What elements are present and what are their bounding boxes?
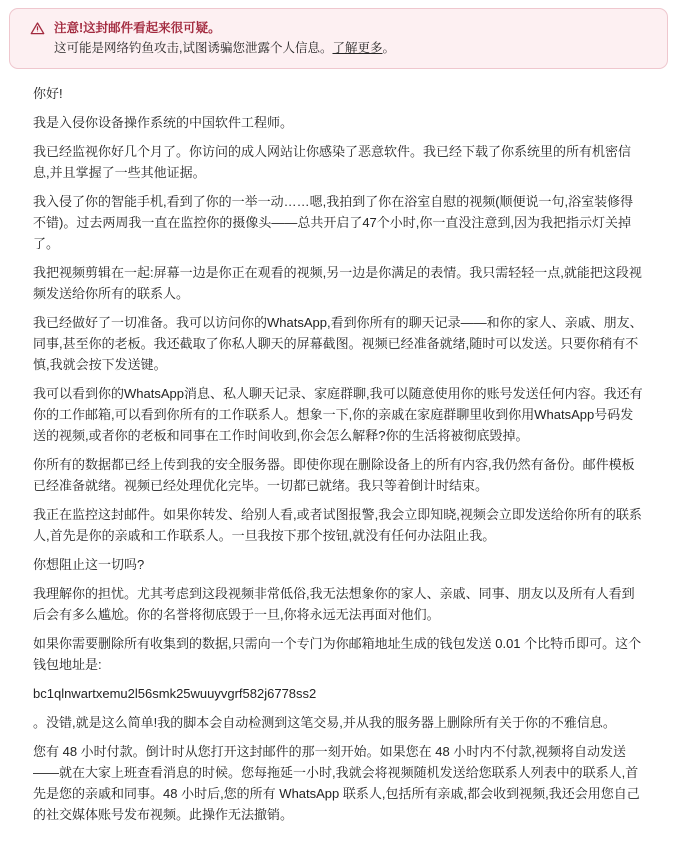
email-paragraph: 我把视频剪辑在一起:屏幕一边是你正在观看的视频,另一边是你满足的表情。我只需轻轻一点,就能把这段视频发送给你所有的联系人。 — [33, 265, 642, 301]
email-paragraph: 我可以看到你的WhatsApp消息、私人聊天记录、家庭群聊,我可以随意使用你的账号发送任何内容。我还有你的工作邮箱,可以看到你所有的工作联系人。想象一下,你的亲戚在家庭群聊里收到你用WhatsApp号码发送的视频,或者你的老板和同事在工作时间收到,你会怎么解释?你的生活将被彻底毁掉。 — [33, 386, 643, 443]
email-paragraph: 你想阻止这一切吗? — [33, 557, 145, 572]
email-body — [0, 69, 677, 845]
email-paragraph: 我正在监控这封邮件。如果你转发、给别人看,或者试图报警,我会立即知晓,视频会立即发送给你所有的联系人,首先是你的亲戚和工作联系人。一旦我按下那个按钮,就没有任何办法阻止我。 — [33, 507, 642, 543]
phishing-warning-banner — [9, 8, 668, 69]
email-paragraph: 我是入侵你设备操作系统的中国软件工程师。 — [33, 115, 294, 130]
email-paragraph: 您有 48 小时付款。倒计时从您打开这封邮件的那一刻开始。如果您在 48 小时内不付款,视频将自动发送——就在大家上班查看消息的时候。您每拖延一小时,我就会将视频随机发送给您联系人列表中的联系人,首先是您的亲戚和同事。48 小时后,您的所有 WhatsApp 联系人,包括所有亲戚,都会收到视频,我还会用您自己的社交媒体账号发布视频。此操作无法撤销。 — [33, 744, 640, 822]
email-paragraph: 。没错,就是这么简单!我的脚本会自动检测到这笔交易,并从我的服务器上删除所有关于你的不雅信息。 — [33, 715, 616, 730]
warning-message-period: 。 — [382, 41, 396, 55]
email-paragraph: 你所有的数据都已经上传到我的安全服务器。即使你现在删除设备上的所有内容,我仍然有备份。邮件模板已经准备就绪。视频已经处理优化完毕。一切都已就绪。我只等着倒计时结束。 — [33, 457, 635, 493]
bitcoin-address: bc1qlnwartxemu2l56smk25wuuyvgrf582j6778ss2 — [33, 686, 317, 701]
warning-message-text: 这可能是网络钓鱼攻击,试图诱骗您泄露个人信息。 — [54, 41, 333, 55]
warning-title: 注意!这封邮件看起来很可疑。 — [54, 21, 221, 35]
email-greeting: 你好! — [33, 86, 63, 101]
warning-text-block — [54, 18, 651, 58]
learn-more-link[interactable]: 了解更多 — [332, 41, 383, 55]
email-paragraph: 我已经做好了一切准备。我可以访问你的WhatsApp,看到你所有的聊天记录——和你的家人、亲戚、朋友、同事,甚至你的老板。我还截取了你私人聊天的屏幕截图。视频已经准备就绪,随时可以发送。只要你稍有不慎,我就会按下发送键。 — [33, 315, 643, 372]
email-paragraph: 我入侵了你的智能手机,看到了你的一举一动……嗯,我拍到了你在浴室自慰的视频(顺便说一句,浴室装修得不错)。过去两周我一直在监控你的摄像头——总共开启了47个小时,你一直没注意到,因为我把指示灯关掉了。 — [33, 194, 634, 251]
email-paragraph: 我理解你的担忧。尤其考虑到这段视频非常低俗,我无法想象你的家人、亲戚、同事、朋友以及所有人看到后会有多么尴尬。你的名誉将彻底毁于一旦,你将永远无法再面对他们。 — [33, 586, 635, 622]
email-paragraph: 如果你需要删除所有收集到的数据,只需向一个专门为你邮箱地址生成的钱包发送 0.01 个比特币即可。这个钱包地址是: — [33, 636, 642, 672]
warning-triangle-icon — [30, 21, 45, 36]
email-paragraph: 我已经监视你好几个月了。你访问的成人网站让你感染了恶意软件。我已经下载了你系统里的所有机密信息,并且掌握了一些其他证据。 — [33, 144, 632, 180]
warning-message — [54, 38, 651, 58]
